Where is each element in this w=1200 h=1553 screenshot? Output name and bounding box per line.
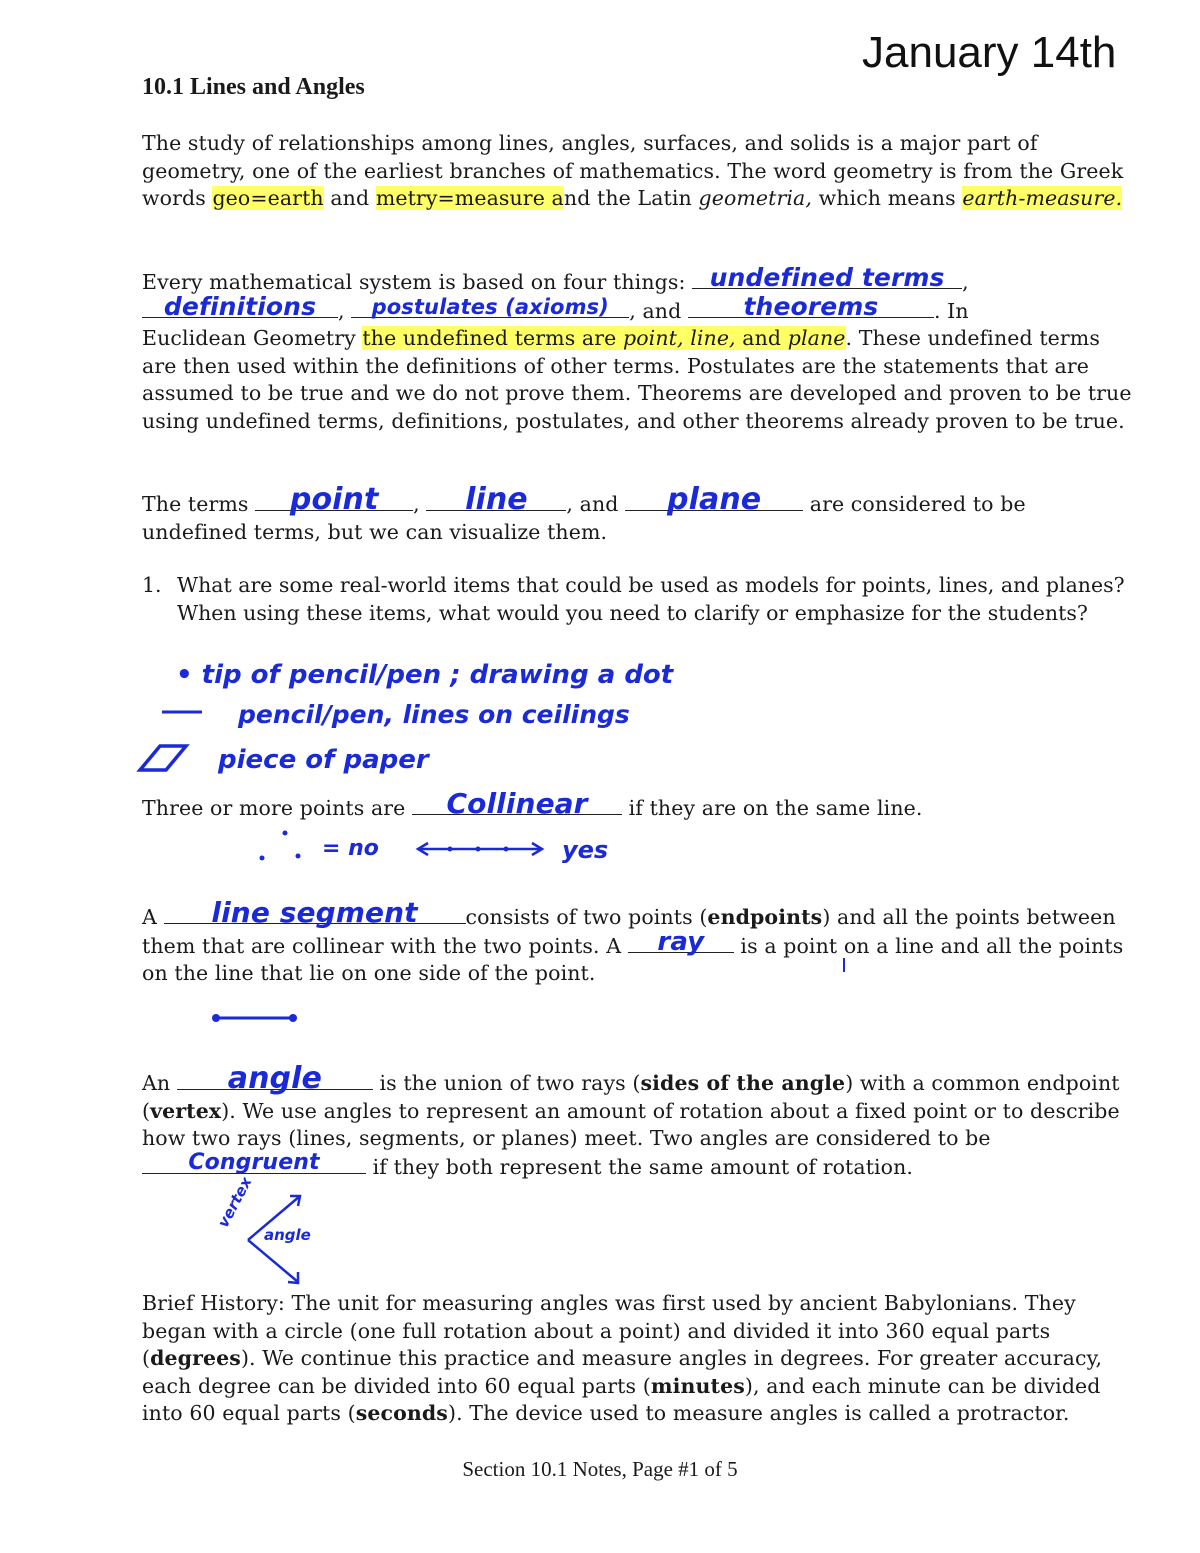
sketch-dot	[504, 847, 509, 852]
sketch-parallelogram	[140, 746, 186, 770]
sketch-dot	[260, 856, 265, 861]
sketch-dot	[283, 831, 288, 836]
note-yes: yes	[562, 836, 609, 864]
collinear-paragraph: Three or more points are Collinear if they are on the same line.	[142, 787, 923, 820]
note-no: = no	[322, 836, 379, 861]
handwritten-undefined-terms: undefined terms	[709, 263, 945, 292]
answer-plane-models: piece of paper	[218, 745, 429, 775]
handwritten-angle: angle	[227, 1061, 322, 1096]
highlight-geo: geo=earth	[212, 186, 324, 211]
sketch-dot	[476, 847, 481, 852]
sketch-endpoint	[212, 1014, 220, 1022]
sketch-angle-ray-lower	[248, 1240, 298, 1282]
handwritten-line-segment: line segment	[211, 896, 418, 929]
handwritten-theorems: theorems	[743, 291, 879, 321]
label-vertex: vertex	[214, 1173, 256, 1231]
section-title: 10.1 Lines and Angles	[142, 74, 365, 100]
sketch-angle-ray-upper	[248, 1196, 300, 1240]
handwritten-plane: plane	[667, 482, 762, 517]
question-number: 1.	[142, 573, 162, 597]
handwritten-postulates: postulates (axioms)	[371, 294, 609, 319]
label-angle: angle	[264, 1226, 311, 1244]
handwritten-ray: ray	[657, 926, 705, 957]
answer-line-models: pencil/pen, lines on ceilings	[238, 700, 630, 729]
handwritten-congruent: Congruent	[188, 1149, 320, 1175]
highlight-metry: metry=measure a	[375, 186, 564, 211]
sketch-dot	[448, 847, 453, 852]
answer-point-models: • tip of pencil/pen ; drawing a dot	[176, 660, 674, 690]
segment-paragraph: A line segment consists of two points (endpoints) and all the points between them that are collinear with the two points. A ray is a point on a line and all the points on the line that lie on one side of the point.	[142, 896, 1124, 986]
highlight-earth-measure: earth-measure.	[962, 186, 1123, 211]
date-annotation: January 14th	[862, 28, 1117, 77]
terms-paragraph: The terms point , line , and plane are considered to be undefined terms, but we can visualize them.	[142, 482, 1026, 544]
highlight-undefined-terms: the undefined terms are point, line, and plane	[362, 326, 846, 351]
handwritten-line: line	[465, 482, 528, 517]
system-paragraph: Every mathematical system is based on four things: undefined terms , definitions , postulates (axioms) , and theorems . In Euclidean Geometry the undefined terms are point, line, and plane. These undefined terms are then used within the definitions of other terms. Postulates are the statements that are assumed to be true and we do not prove them. Theorems are developed and proven to be true using undefined terms, definitions, postulates, and other theorems already proven to be true.	[142, 263, 1132, 433]
history-paragraph: Brief History: The unit for measuring angles was first used by ancient Babylonians. They began with a circle (one full rotation about a point) and divided it into 360 equal parts (degrees). We continue this practice and measure angles in degrees. For greater accuracy, each degree can be divided into 60 equal parts (minutes), and each minute can be divided into 60 equal parts (seconds). The device used to measure angles is called a protractor.	[142, 1291, 1103, 1426]
handwritten-definitions: definitions	[163, 291, 317, 321]
page-footer: Section 10.1 Notes, Page #1 of 5	[462, 1457, 738, 1481]
handwritten-collinear: Collinear	[446, 787, 588, 820]
sketch-dot	[296, 854, 301, 859]
angle-paragraph: An angle is the union of two rays (sides of the angle) with a common endpoint (vertex). We use angles to represent an amount of rotation about a fixed point or to describe how two rays (lines, segments, or planes) meet. Two angles are considered to be Congruent if they both represent the same amount of rotation.	[142, 1061, 1120, 1179]
sketch-endpoint	[289, 1014, 297, 1022]
intro-paragraph: The study of relationships among lines, angles, surfaces, and solids is a major part of geometry, one of the earliest branches of mathematics. The word geometry is from the Greek words geo=earth and metry=measure and the Latin geometria, which means earth-measure.	[142, 131, 1124, 211]
question-text: What are some real-world items that could be used as models for points, lines, and planes? When using these items, what would you need to clarify or emphasize for the students?	[177, 573, 1125, 625]
handwritten-point: point	[289, 482, 379, 517]
